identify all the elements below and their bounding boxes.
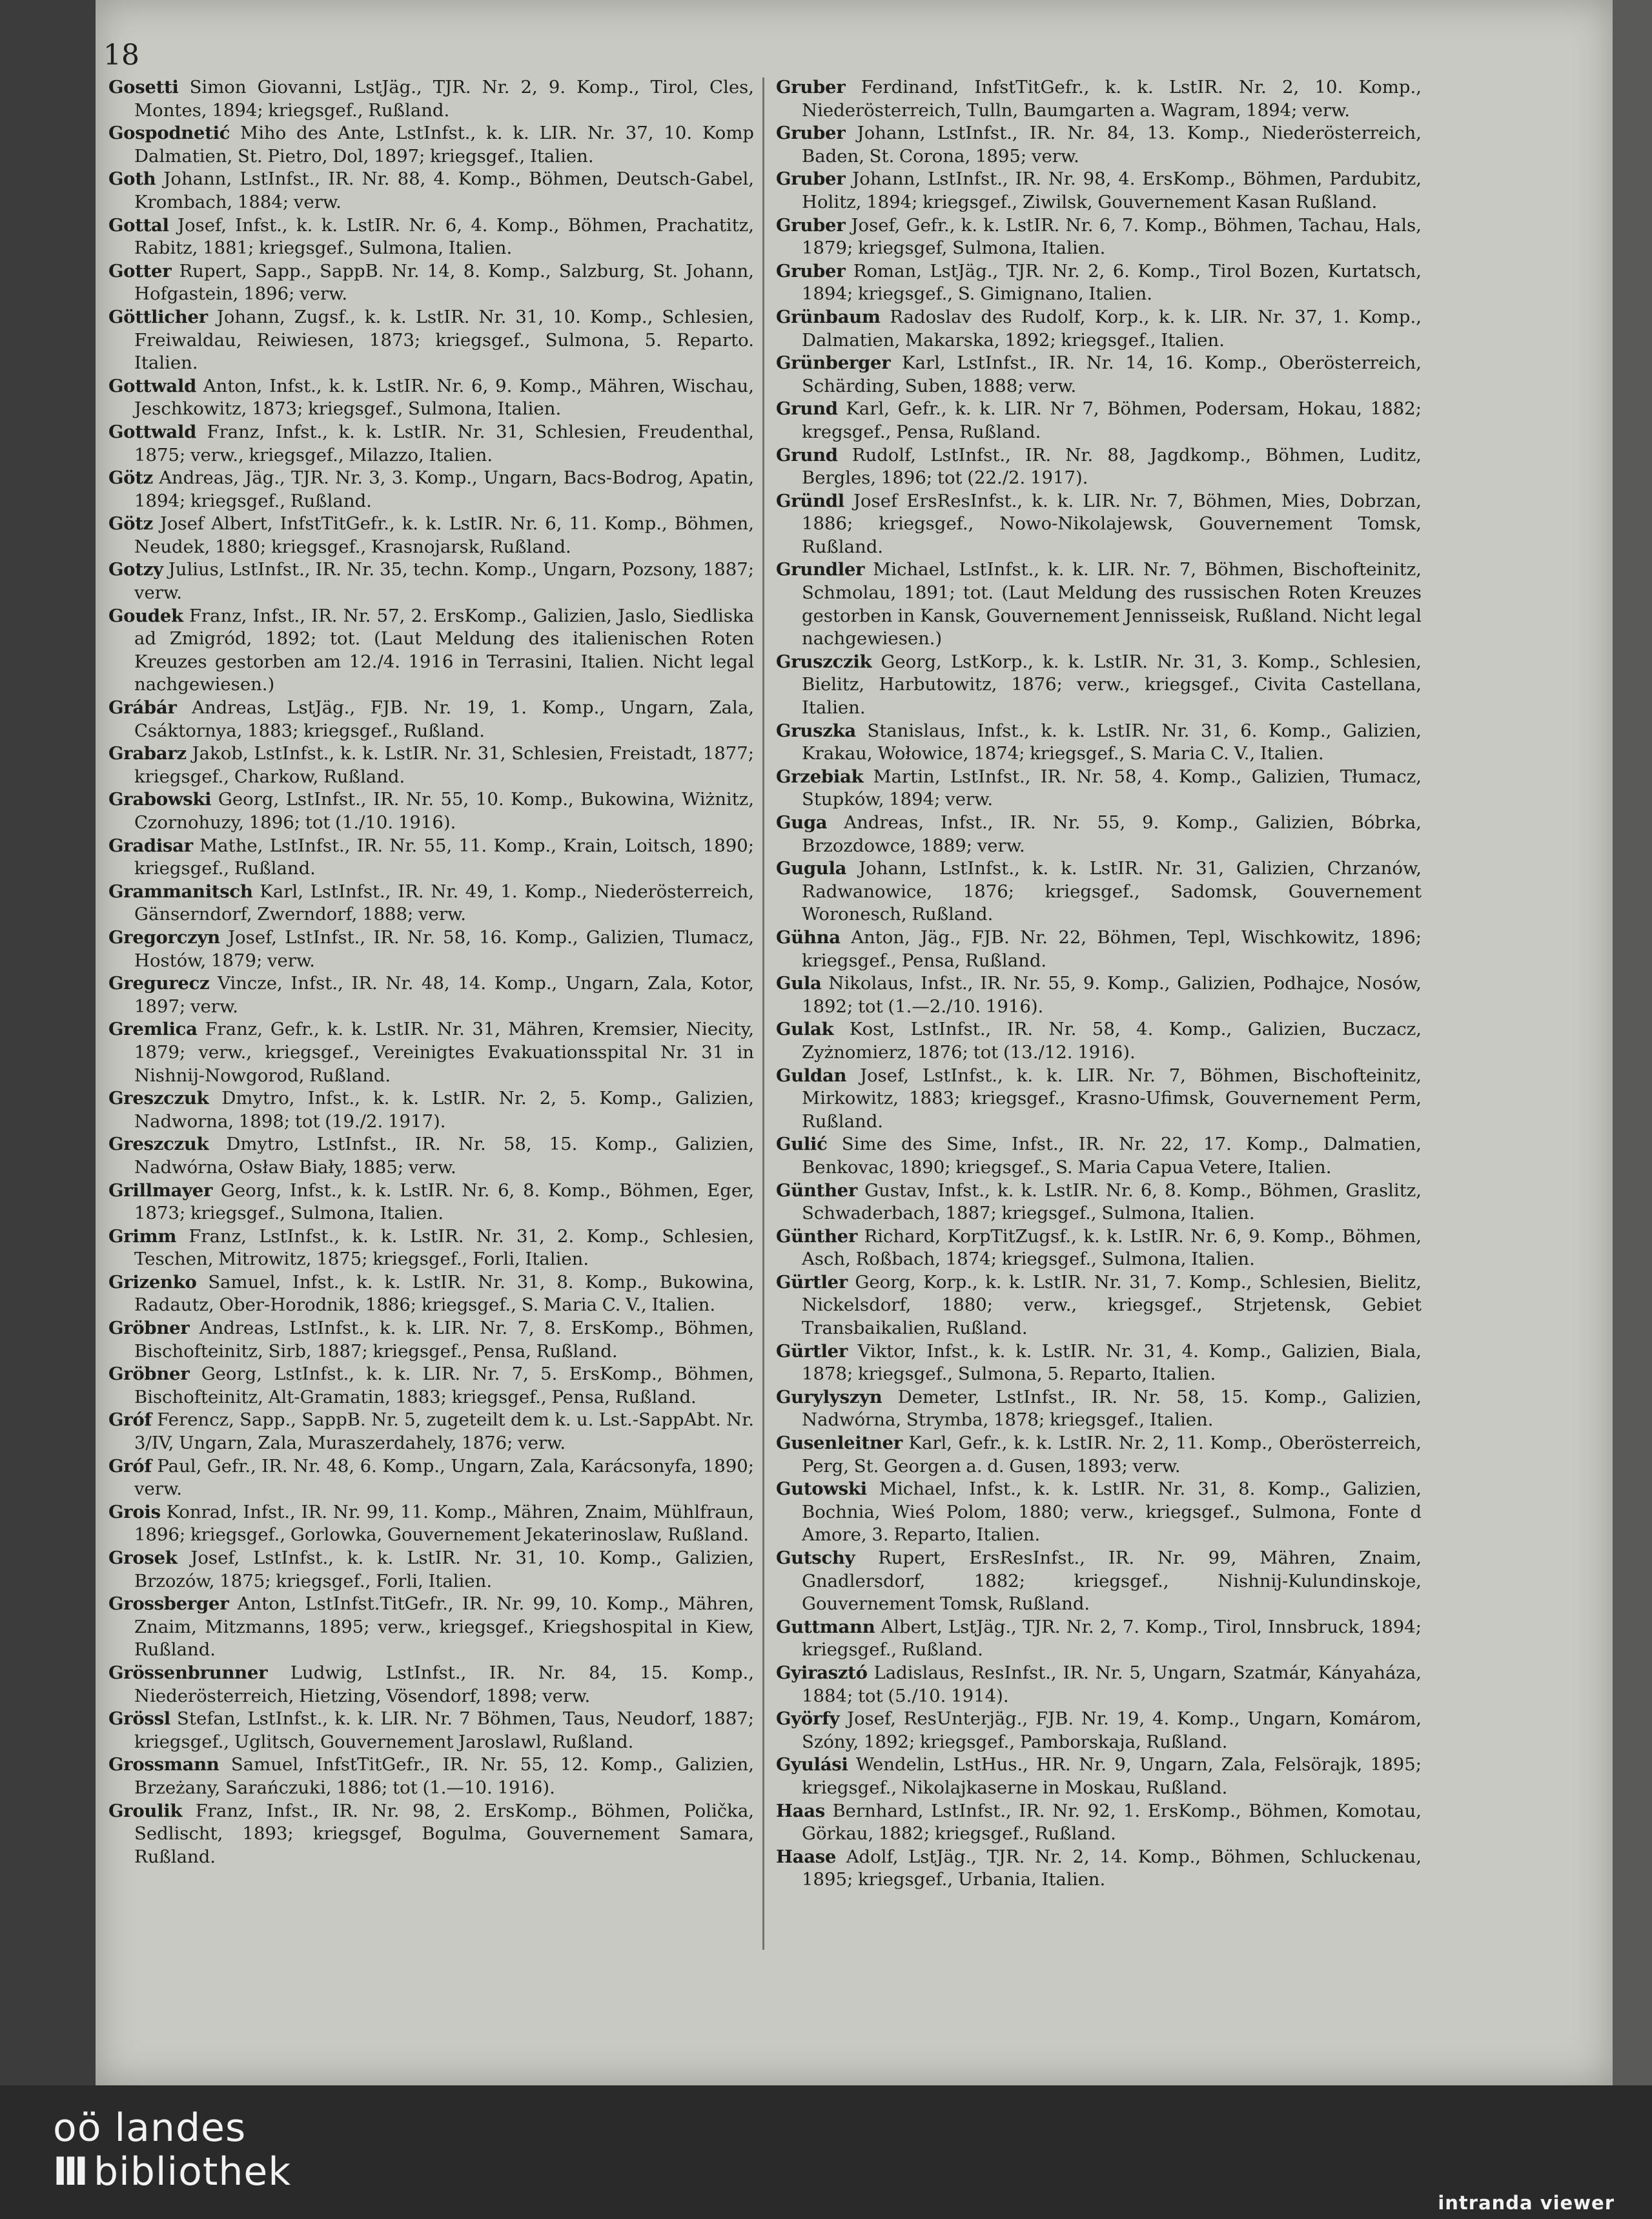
register-entry [108,605,754,697]
entry-surname: Gula [776,973,822,994]
entry-details: Franz, Gefr., k. k. LstIR. Nr. 31, Mähren, Kremsier, Niecity, 1879; verw., kriegsgef., Vereinigtes Evakuationsspital Nr. 31 in Nishnij-Nowgorod, Rußland. [134,1019,754,1086]
register-entry [776,352,1422,398]
entry-surname: Grizenko [108,1271,197,1293]
entry-details: Franz, Infst., IR. Nr. 57, 2. ErsKomp., Galizien, Jaslo, Siedliska ad Zmigród, 1892; tot. (Laut Meldung des italienischen Roten Kreuzes gestorben am 12./4. 1916 in Terrasini, Italien. Nicht legal nachgewiesen.) [134,605,754,695]
entry-surname: Grund [776,398,838,420]
logo-line-1: oö landes [53,2105,247,2151]
entry-surname: Haase [776,1846,837,1867]
register-entry [108,1363,754,1409]
entry-surname: Gruber [776,77,846,97]
entry-surname: Gründl [776,490,844,511]
entry-surname: Goth [108,169,156,190]
entry-details: Andreas, LstInfst., k. k. LIR. Nr. 7, 8. ErsKomp., Böhmen, Bischofteinitz, Sirb, 1887; kriegsgef., Pensa, Rußland. [134,1318,754,1362]
entry-details: Franz, Infst., k. k. LstIR. Nr. 31, Schlesien, Freudenthal, 1875; verw., kriegsgef., Milazzo, Italien. [134,421,754,465]
register-entry [108,558,754,604]
register-entry [776,1018,1422,1064]
entry-details: Georg, Korp., k. k. LstIR. Nr. 31, 7. Komp., Schlesien, Bielitz, Nickelsdorf, 1880; verw., kriegsgef., Strjetensk, Gebiet Transbaikalien, Rußland. [802,1271,1422,1339]
register-entry [776,1432,1422,1478]
register-entry [776,812,1422,857]
entry-details: Ferdinand, InfstTitGefr., k. k. LstIR. Nr. 2, 10. Komp., Niederösterreich, Tulln, Baumgarten a. Wagram, 1894; verw. [802,77,1422,121]
entry-details: Dmytro, LstInfst., IR. Nr. 58, 15. Komp., Galizien, Nadwórna, Osław Biały, 1885; verw. [134,1134,754,1178]
entry-details: Paul, Gefr., IR. Nr. 48, 6. Komp., Ungarn, Zala, Karácsonyfa, 1890; verw. [134,1455,754,1500]
entry-surname: Gruber [776,123,846,144]
register-entry [108,1754,754,1799]
logo-line-2: bibliothek [93,2149,292,2194]
register-entry [108,1455,754,1501]
entry-surname: Gulić [776,1134,828,1155]
register-entry [776,651,1422,720]
entry-surname: Grundler [776,559,865,580]
register-entry [776,766,1422,812]
entry-details: Josef Albert, InfstTitGefr., k. k. LstIR. Nr. 6, 11. Komp., Böhmen, Neudek, 1880; kriegsgef., Krasnojarsk, Rußland. [134,513,754,557]
entry-surname: Grossmann [108,1754,219,1775]
register-entry [108,260,754,306]
entry-surname: Haas [776,1800,825,1821]
entry-details: Julius, LstInfst., IR. Nr. 35, techn. Komp., Ungarn, Pozsony, 1887; verw. [134,559,754,604]
entry-details: Michael, Infst., k. k. LstIR. Nr. 31, 8. Komp., Galizien, Bochnia, Wieś Polom, 1880; verw., kriegsgef., Sulmona, Fonte d Amore, 3. Reparto, Italien. [802,1478,1422,1546]
entry-details: Anton, LstInfst.TitGefr., IR. Nr. 99, 10. Komp., Mähren, Znaim, Mitzmanns, 1895; verw., kriegsgef., Kriegshospital in Kiew, Rußland. [134,1593,754,1661]
register-entry [776,1225,1422,1271]
entry-surname: Grössl [108,1708,170,1730]
entry-surname: Günther [776,1225,858,1247]
register-entry [108,1133,754,1179]
entry-surname: Grammanitsch [108,881,253,902]
register-entry [776,926,1422,972]
register-entry [776,1271,1422,1340]
entry-surname: Guga [776,812,828,833]
register-entry [108,1018,754,1087]
register-entry [108,421,754,467]
entry-details: Georg, Infst., k. k. LstIR. Nr. 6, 8. Komp., Böhmen, Eger, 1873; kriegsgef., Sulmona, Italien. [134,1180,754,1224]
entry-surname: Grund [776,444,838,465]
column-divider [762,77,764,1950]
entry-details: Samuel, InfstTitGefr., IR. Nr. 55, 12. Komp., Galizien, Brzeżany, Sarańczuki, 1886; tot (1.—10. 1916). [134,1754,754,1798]
register-entry [776,1133,1422,1179]
entry-surname: Grabowski [108,789,212,810]
entry-details: Bernhard, LstInfst., IR. Nr. 92, 1. ErsKomp., Böhmen, Komotau, Görkau, 1882; kriegsgef., Rußland. [802,1800,1422,1845]
register-entry [776,398,1422,444]
entry-surname: Grillmayer [108,1180,213,1201]
entry-surname: Gottwald [108,375,196,396]
entry-surname: Götz [108,467,153,489]
register-entry [776,1800,1422,1846]
register-entry [776,1616,1422,1662]
entry-details: Albert, LstJäg., TJR. Nr. 2, 7. Komp., Tirol, Innsbruck, 1894; kriegsgef., Rußland. [802,1616,1422,1661]
register-entry [108,214,754,260]
entry-surname: Gremlica [108,1019,198,1040]
entry-details: Richard, KorpTitZugsf., k. k. LstIR. Nr. 6, 9. Komp., Böhmen, Asch, Roßbach, 1874; kriegsgef., Sulmona, Italien. [802,1225,1422,1270]
register-entry [776,168,1422,214]
entry-details: Miho des Ante, LstInfst., k. k. LIR. Nr. 37, 10. Komp Dalmatien, St. Pietro, Dol, 1897; kriegsgef., Italien. [134,123,754,167]
entry-details: Nikolaus, Infst., IR. Nr. 55, 9. Komp., Galizien, Podhajce, Nosów, 1892; tot (1.—2./10. 1916). [802,973,1422,1017]
register-entry [108,122,754,168]
entry-surname: Gottal [108,214,169,236]
register-entry [108,1087,754,1133]
entry-details: Viktor, Infst., k. k. LstIR. Nr. 31, 4. Komp., Galizien, Biala, 1878; kriegsgef., Sulmona, 5. Reparto, Italien. [802,1340,1422,1385]
entry-details: Josef, Infst., k. k. LstIR. Nr. 6, 4. Komp., Böhmen, Prachatitz, Rabitz, 1881; kriegsgef., Sulmona, Italien. [134,214,754,259]
register-entry [108,788,754,834]
register-entry [108,1593,754,1662]
entry-details: Ludwig, LstInfst., IR. Nr. 84, 15. Komp., Niederösterreich, Hietzing, Vösendorf, 1898; verw. [134,1662,754,1706]
entry-details: Andreas, LstJäg., FJB. Nr. 19, 1. Komp., Ungarn, Zala, Csáktornya, 1883; kriegsgef., Rußland. [134,697,754,741]
entry-surname: Gróf [108,1409,152,1431]
page-number: 18 [103,39,139,72]
entry-surname: Goudek [108,605,183,626]
entry-details: Ladislaus, ResInfst., IR. Nr. 5, Ungarn, Szatmár, Kányaháza, 1884; tot (5./10. 1914). [802,1662,1422,1706]
entry-surname: Gruber [776,260,846,281]
entry-surname: Grünbaum [776,306,881,327]
entry-details: Georg, LstInfst., IR. Nr. 55, 10. Komp., Bukowina, Wiżnitz, Czornohuzy, 1896; tot (1./10. 1916). [134,789,754,833]
entry-surname: Gregorczyn [108,926,220,948]
entry-surname: Gulak [776,1019,834,1040]
entry-details: Andreas, Infst., IR. Nr. 55, 9. Komp., Galizien, Bóbrka, Brzozdowce, 1889; verw. [802,812,1422,856]
entry-details: Josef, LstInfst., k. k. LIR. Nr. 7, Böhmen, Bischofteinitz, Mirkowitz, 1883; kriegsgef., Krasno-Ufimsk, Gouvernement Perm, Rußland. [802,1065,1422,1132]
entry-details: Anton, Infst., k. k. LstIR. Nr. 6, 9. Komp., Mähren, Wischau, Jeschkowitz, 1873; kriegsgef., Sulmona, Italien. [134,375,754,420]
register-entry [776,1386,1422,1432]
register-entry [776,558,1422,650]
register-entry [108,1501,754,1547]
entry-surname: Gröbner [108,1318,190,1339]
register-entry [108,513,754,558]
register-entry [108,697,754,742]
register-entry [108,467,754,513]
register-entry [108,375,754,421]
register-entry [108,1409,754,1455]
entry-details: Michael, LstInfst., k. k. LIR. Nr. 7, Böhmen, Bischofteinitz, Schmolau, 1891; tot. (Laut Meldung des russischen Roten Kreuzes gestorben in Kansk, Gouvernement Jennisseisk, Rußland. Nicht legal nachgewiesen.) [802,559,1422,649]
register-entry [776,1708,1422,1754]
entry-details: Rudolf, LstInfst., IR. Nr. 88, Jagdkomp., Böhmen, Luditz, Bergles, 1896; tot (22./2. 1917). [802,444,1422,489]
register-entry [108,76,754,122]
entry-surname: Günther [776,1180,858,1201]
register-entry [108,926,754,972]
entry-details: Johann, Zugsf., k. k. LstIR. Nr. 31, 10. Komp., Schlesien, Freiwaldau, Reiwiesen, 1873; kriegsgef., Sulmona, 5. Reparto. Italien. [134,306,754,374]
library-logo[interactable] [53,2106,291,2194]
right-column [776,76,1422,1892]
entry-details: Roman, LstJäg., TJR. Nr. 2, 6. Komp., Tirol Bozen, Kurtatsch, 1894; kriegsgef., S. Gimignano, Italien. [802,260,1422,305]
entry-details: Sime des Sime, Infst., IR. Nr. 22, 17. Komp., Dalmatien, Benkovac, 1890; kriegsgef., S. Maria Capua Vetere, Italien. [802,1134,1422,1178]
entry-details: Karl, LstInfst., IR. Nr. 14, 16. Komp., Oberösterreich, Schärding, Suben, 1888; verw. [802,353,1422,396]
register-entry [776,972,1422,1018]
entry-surname: Grosek [108,1548,178,1568]
register-entry [108,1662,754,1708]
register-entry [776,720,1422,766]
entry-surname: Grimm [108,1225,177,1247]
entry-details: Josef, ResUnterjäg., FJB. Nr. 19, 4. Komp., Ungarn, Komárom, Szóny, 1892; kriegsgef., Pamborskaja, Rußland. [802,1708,1422,1752]
entry-details: Radoslav des Rudolf, Korp., k. k. LIR. Nr. 37, 1. Komp., Dalmatien, Makarska, 1892; kriegsgef., Italien. [802,306,1422,351]
entry-details: Rupert, ErsResInfst., IR. Nr. 99, Mähren, Znaim, Gnadlersdorf, 1882; kriegsgef., Nishnij-Kulundinskoje, Gouvernement Tomsk, Rußland. [802,1548,1422,1615]
entry-surname: Grünberger [776,353,891,374]
entry-details: Johann, LstInfst., IR. Nr. 84, 13. Komp., Niederösterreich, Baden, St. Corona, 1895; verw. [802,123,1422,167]
entry-details: Anton, Jäg., FJB. Nr. 22, Böhmen, Tepl, Wischkowitz, 1896; kriegsgef., Pensa, Rußland. [802,926,1422,971]
entry-surname: Gradisar [108,835,193,856]
register-entry [776,1180,1422,1225]
left-column [108,76,754,1868]
register-entry [108,1271,754,1317]
register-entry [776,122,1422,168]
entry-surname: Gutowski [776,1478,867,1500]
entry-surname: Gospodnetić [108,123,230,144]
entry-surname: Göttlicher [108,306,208,327]
entry-details: Georg, LstInfst., k. k. LIR. Nr. 7, 5. ErsKomp., Böhmen, Bischofteinitz, Alt-Gramatin, 1883; kriegsgef., Pensa, Rußland. [134,1364,754,1407]
entry-details: Jakob, LstInfst., k. k. LstIR. Nr. 31, Schlesien, Freistadt, 1877; kriegsgef., Charkow, Rußland. [134,743,754,787]
entry-details: Konrad, Infst., IR. Nr. 99, 11. Komp., Mähren, Znaim, Mühlfraun, 1896; kriegsgef., Gorlowka, Gouvernement Jekaterinoslaw, Rußland. [134,1501,754,1546]
entry-surname: Gühna [776,926,841,948]
entry-surname: Gosetti [108,77,179,97]
entry-details: Stefan, LstInfst., k. k. LIR. Nr. 7 Böhmen, Taus, Neudorf, 1887; kriegsgef., Uglitsch, Gouvernement Jaroslawl, Rußland. [134,1708,754,1752]
register-entry [108,742,754,788]
entry-surname: Gürtler [776,1271,848,1293]
entry-surname: Gruszczik [776,651,872,672]
entry-details: Martin, LstInfst., IR. Nr. 58, 4. Komp., Galizien, Tłumacz, Stupków, 1894; verw. [802,766,1422,810]
entry-surname: Gyirasztó [776,1662,868,1683]
entry-surname: Gruber [776,169,846,190]
entry-details: Stanislaus, Infst., k. k. LstIR. Nr. 31, 6. Komp., Galizien, Krakau, Wołowice, 1874; kriegsgef., S. Maria C. V., Italien. [802,720,1422,764]
entry-details: Vincze, Infst., IR. Nr. 48, 14. Komp., Ungarn, Zala, Kotor, 1897; verw. [134,973,754,1017]
entry-surname: Grábár [108,697,177,719]
register-entry [108,1180,754,1225]
entry-surname: Greszczuk [108,1088,209,1109]
entry-details: Johann, LstInfst., k. k. LstIR. Nr. 31, Galizien, Chrzanów, Radwanowice, 1876; kriegsgef., Sadomsk, Gouvernement Woronesch, Rußland. [802,858,1422,925]
entry-surname: Gurylyszyn [776,1386,882,1407]
entry-details: Demeter, LstInfst., IR. Nr. 58, 15. Komp., Galizien, Nadwórna, Strymba, 1878; kriegsgef., Italien. [802,1386,1422,1431]
entry-details: Josef, Gefr., k. k. LstIR. Nr. 6, 7. Komp., Böhmen, Tachau, Hals, 1879; kriegsgef, Sulmona, Italien. [802,214,1422,259]
entry-surname: Grossberger [108,1593,229,1615]
entry-details: Franz, Infst., IR. Nr. 98, 2. ErsKomp., Böhmen, Polička, Sedlischt, 1893; kriegsgef, Bogulma, Gouvernement Samara, Rußland. [134,1800,754,1867]
entry-details: Rupert, Sapp., SappB. Nr. 14, 8. Komp., Salzburg, St. Johann, Hofgastein, 1896; verw. [134,260,754,305]
entry-details: Adolf, LstJäg., TJR. Nr. 2, 14. Komp., Böhmen, Schluckenau, 1895; kriegsgef., Urbania, Italien. [802,1846,1422,1890]
entry-details: Dmytro, Infst., k. k. LstIR. Nr. 2, 5. Komp., Galizien, Nadworna, 1898; tot (19./2. 1917). [134,1088,754,1132]
logo-bars-icon: III [53,2149,85,2194]
register-entry [776,1846,1422,1892]
entry-details: Simon Giovanni, LstJäg., TJR. Nr. 2, 9. Komp., Tirol, Cles, Montes, 1894; kriegsgef., Rußland. [134,77,754,121]
register-entry [776,306,1422,352]
register-entry [776,1662,1422,1708]
entry-details: Franz, LstInfst., k. k. LstIR. Nr. 31, 2. Komp., Schlesien, Teschen, Mitrowitz, 1875; kriegsgef., Forli, Italien. [134,1225,754,1270]
entry-surname: Gotter [108,260,172,281]
entry-surname: Gyulási [776,1754,848,1775]
entry-details: Johann, LstInfst., IR. Nr. 98, 4. ErsKomp., Böhmen, Pardubitz, Holitz, 1894; kriegsgef., Ziwilsk, Gouvernement Kasan Rußland. [802,169,1422,212]
register-entry [108,1225,754,1271]
register-entry [776,444,1422,490]
entry-details: Georg, LstKorp., k. k. LstIR. Nr. 31, 3. Komp., Schlesien, Bielitz, Harbutowitz, 1876; verw., kriegsgef., Civita Castellana, Italien. [802,651,1422,719]
entry-details: Ferencz, Sapp., SappB. Nr. 5, zugeteilt dem k. u. Lst.-SappAbt. Nr. 3/IV, Ungarn, Zala, Muraszerdahely, 1876; verw. [134,1409,754,1454]
entry-details: Samuel, Infst., k. k. LstIR. Nr. 31, 8. Komp., Bukowina, Radautz, Ober-Horodnik, 1886; kriegsgef., S. Maria C. V., Italien. [134,1271,754,1316]
page-edge-shadow [1613,0,1652,2085]
entry-surname: Gróf [108,1455,152,1477]
entry-surname: Gugula [776,858,847,879]
register-entry [776,1547,1422,1616]
entry-surname: Gottwald [108,421,196,442]
register-entry [776,1065,1422,1134]
entry-surname: Grabarz [108,743,187,764]
entry-details: Karl, Gefr., k. k. LstIR. Nr. 2, 11. Komp., Oberösterreich, Perg, St. Georgen a. d. Gusen, 1893; verw. [802,1433,1422,1477]
entry-surname: Gotzy [108,559,163,580]
entry-surname: Gürtler [776,1340,848,1362]
entry-details: Wendelin, LstHus., HR. Nr. 9, Ungarn, Zala, Felsörajk, 1895; kriegsgef., Nikolajkaserne in Moskau, Rußland. [802,1754,1422,1798]
register-entry [776,1754,1422,1799]
register-entry [108,972,754,1018]
register-entry [776,490,1422,559]
entry-surname: Götz [108,513,153,535]
entry-surname: Gröbner [108,1364,190,1385]
entry-details: Kost, LstInfst., IR. Nr. 58, 4. Komp., Galizien, Buczacz, Zyżnomierz, 1876; tot (13./12. 1916). [802,1019,1422,1063]
entry-surname: Guldan [776,1065,847,1086]
entry-details: Karl, Gefr., k. k. LIR. Nr 7, Böhmen, Podersam, Hokau, 1882; kregsgef., Pensa, Rußland. [802,398,1422,442]
register-entry [108,881,754,926]
register-entry [776,214,1422,260]
entry-surname: Györfy [776,1708,840,1730]
register-entry [776,260,1422,306]
entry-details: Andreas, Jäg., TJR. Nr. 3, 3. Komp., Ungarn, Bacs-Bodrog, Apatin, 1894; kriegsgef., Rußland. [134,467,754,511]
entry-surname: Gregurecz [108,973,210,994]
entry-surname: Grois [108,1501,161,1522]
register-entry [108,306,754,375]
register-entry [108,1547,754,1593]
register-entry [108,168,754,214]
entry-details: Johann, LstInfst., IR. Nr. 88, 4. Komp., Böhmen, Deutsch-Gabel, Krombach, 1884; verw. [134,169,754,212]
entry-details: Karl, LstInfst., IR. Nr. 49, 1. Komp., Niederösterreich, Gänserndorf, Zwerndorf, 1888; verw. [134,881,754,925]
entry-details: Mathe, LstInfst., IR. Nr. 55, 11. Komp., Krain, Loitsch, 1890; kriegsgef., Rußland. [134,835,754,879]
entry-surname: Gruszka [776,720,856,741]
viewer-brand-label[interactable]: intranda viewer [1438,2192,1615,2214]
entry-surname: Greszczuk [108,1134,209,1155]
register-entry [776,857,1422,926]
entry-surname: Gruber [776,214,846,236]
entry-surname: Grzebiak [776,766,864,787]
entry-details: Gustav, Infst., k. k. LstIR. Nr. 6, 8. Komp., Böhmen, Graslitz, Schwaderbach, 1887; kriegsgef., Sulmona, Italien. [802,1180,1422,1224]
entry-details: Josef, LstInfst., IR. Nr. 58, 16. Komp., Galizien, Tlumacz, Hostów, 1879; verw. [134,926,754,971]
entry-surname: Guttmann [776,1616,875,1637]
entry-surname: Gusenleitner [776,1433,902,1454]
register-entry [108,1708,754,1754]
register-entry [108,835,754,881]
register-entry [108,1317,754,1363]
entry-surname: Groulik [108,1800,183,1821]
entry-details: Josef ErsResInfst., k. k. LIR. Nr. 7, Böhmen, Mies, Dobrzan, 1886; kriegsgef., Nowo-Nikolajewsk, Gouvernement Tomsk, Rußland. [802,490,1422,557]
register-entry [776,76,1422,122]
register-entry [108,1800,754,1869]
register-entry [776,1340,1422,1386]
entry-surname: Grössenbrunner [108,1662,268,1683]
entry-details: Josef, LstInfst., k. k. LstIR. Nr. 31, 10. Komp., Galizien, Brzozów, 1875; kriegsgef., Forli, Italien. [134,1548,754,1591]
register-entry [776,1478,1422,1547]
entry-surname: Gutschy [776,1548,855,1568]
